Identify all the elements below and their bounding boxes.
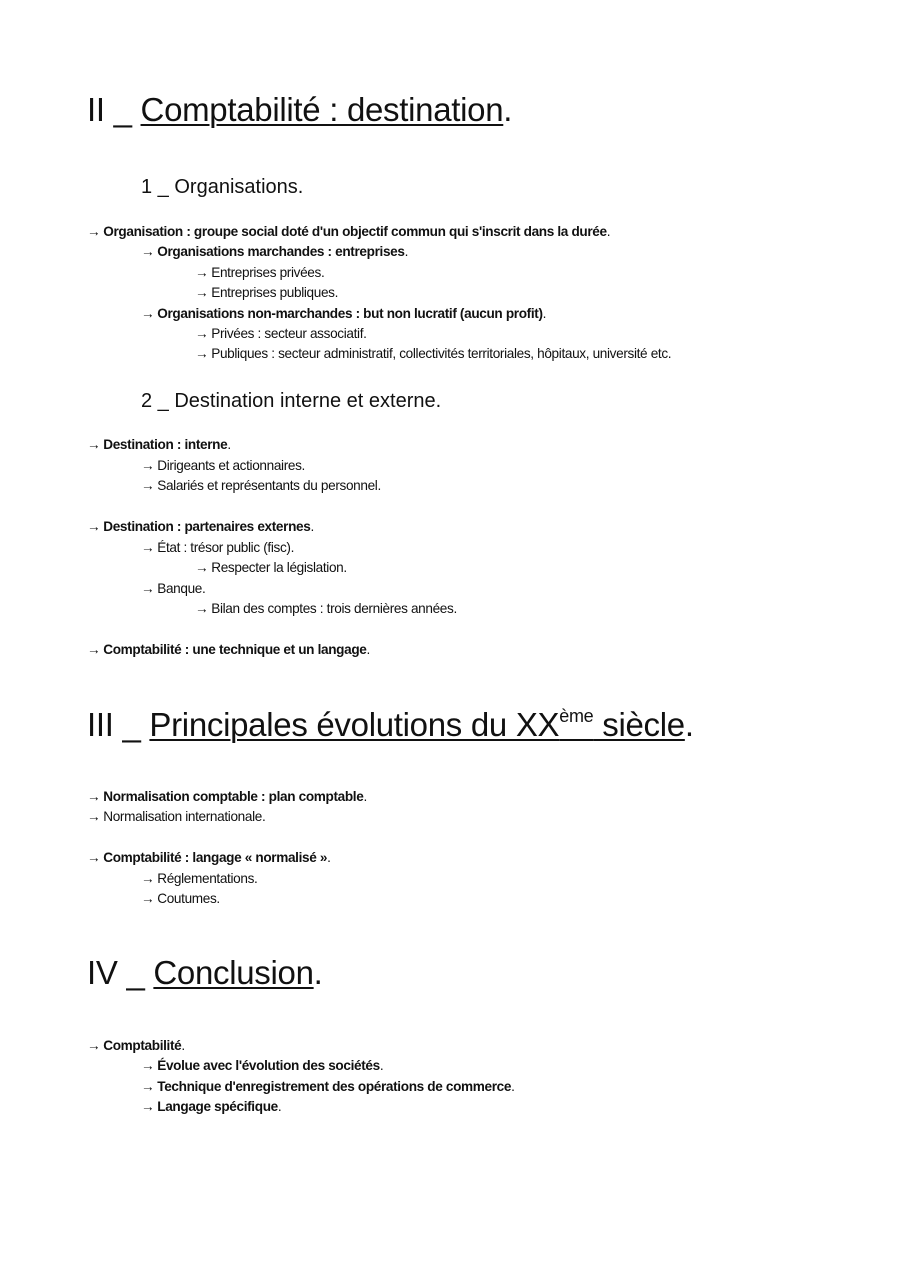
arrow-icon: → xyxy=(87,789,101,804)
arrow-icon: → xyxy=(195,265,209,280)
list-item: → Respecter la législation. xyxy=(195,560,347,575)
arrow-icon: → xyxy=(87,850,101,865)
section-heading-ii: II _ Comptabilité : destination. xyxy=(87,91,513,128)
list-item: → Technique d'enregistrement des opérations de commerce. xyxy=(141,1079,515,1094)
list-item: → Normalisation comptable : plan comptable. xyxy=(87,789,367,804)
arrow-icon: → xyxy=(195,326,209,341)
section-heading-iii: III _ Principales évolutions du XXème siècle. xyxy=(87,706,694,743)
list-item: → Langage spécifique. xyxy=(141,1099,282,1114)
list-item: → Destination : partenaires externes. xyxy=(87,519,314,534)
list-item: → Salariés et représentants du personnel. xyxy=(141,478,381,493)
list-item: → Évolue avec l'évolution des sociétés. xyxy=(141,1058,384,1073)
arrow-icon: → xyxy=(141,1099,155,1114)
subheading-organisations: 1 _ Organisations. xyxy=(141,176,304,198)
arrow-icon: → xyxy=(195,560,209,575)
arrow-icon: → xyxy=(195,601,209,616)
list-item: → Réglementations. xyxy=(141,871,258,886)
section-heading-iv: IV _ Conclusion. xyxy=(87,954,323,991)
arrow-icon: → xyxy=(141,1079,155,1094)
list-item: → Entreprises privées. xyxy=(195,265,325,280)
subheading-destination: 2 _ Destination interne et externe. xyxy=(141,390,442,412)
list-item: → Comptabilité : langage « normalisé ». xyxy=(87,850,331,865)
arrow-icon: → xyxy=(141,306,155,321)
arrow-icon: → xyxy=(141,891,155,906)
list-item: → Normalisation internationale. xyxy=(87,809,266,824)
arrow-icon: → xyxy=(87,1038,101,1053)
arrow-icon: → xyxy=(141,1058,155,1073)
arrow-icon: → xyxy=(141,244,155,259)
list-item: → Dirigeants et actionnaires. xyxy=(141,458,305,473)
list-item: → Destination : interne. xyxy=(87,437,231,452)
arrow-icon: → xyxy=(141,581,155,596)
arrow-icon: → xyxy=(87,224,101,239)
list-item: → Coutumes. xyxy=(141,891,220,906)
arrow-icon: → xyxy=(87,809,101,824)
list-item: → Comptabilité : une technique et un langage. xyxy=(87,642,370,657)
arrow-icon: → xyxy=(87,519,101,534)
list-item: → Comptabilité. xyxy=(87,1038,185,1053)
list-item: → Privées : secteur associatif. xyxy=(195,326,367,341)
arrow-icon: → xyxy=(195,285,209,300)
arrow-icon: → xyxy=(141,458,155,473)
arrow-icon: → xyxy=(195,346,209,361)
arrow-icon: → xyxy=(141,540,155,555)
list-item: → Organisations non-marchandes : but non lucratif (aucun profit). xyxy=(141,306,547,321)
list-item: → État : trésor public (fisc). xyxy=(141,540,295,555)
list-item: → Organisations marchandes : entreprises. xyxy=(141,244,409,259)
arrow-icon: → xyxy=(87,642,101,657)
arrow-icon: → xyxy=(141,478,155,493)
list-item: → Banque. xyxy=(141,581,206,596)
list-item: → Bilan des comptes : trois dernières années. xyxy=(195,601,457,616)
list-item: → Publiques : secteur administratif, collectivités territoriales, hôpitaux, université etc. xyxy=(195,346,672,361)
arrow-icon: → xyxy=(141,871,155,886)
list-item: → Entreprises publiques. xyxy=(195,285,339,300)
list-item: → Organisation : groupe social doté d'un objectif commun qui s'inscrit dans la durée. xyxy=(87,224,611,239)
arrow-icon: → xyxy=(87,437,101,452)
